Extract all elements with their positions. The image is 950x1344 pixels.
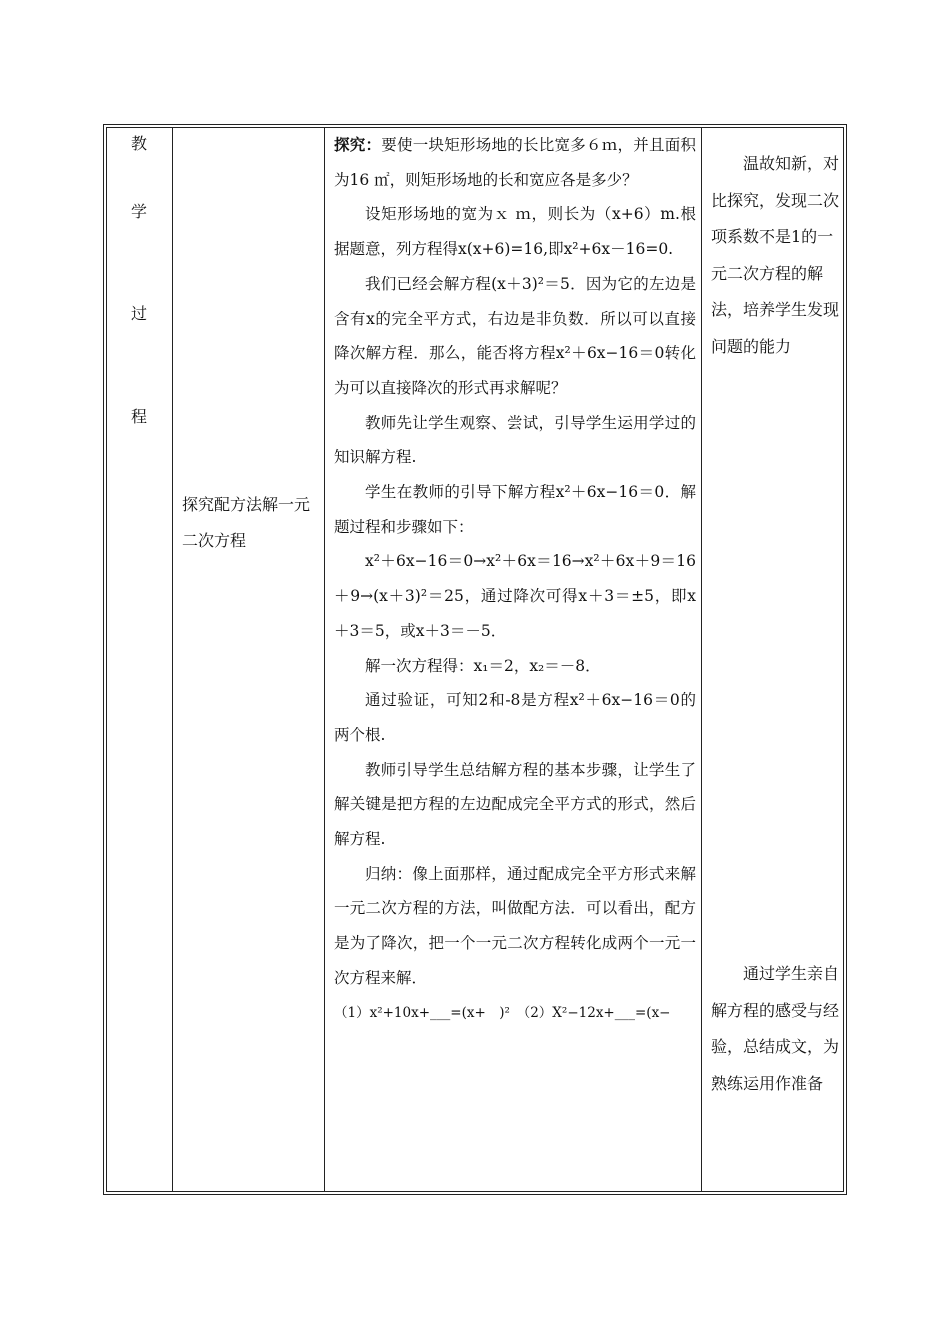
content-paragraph: x²＋6x−16＝0→x²＋6x＝16→x²＋6x＋9＝16＋9→(x＋3)²＝25，通过降次可得x＋3＝±5，即x＋3＝5，或x＋3＝－5． (334, 552, 696, 640)
design-note (711, 146, 841, 365)
content-paragraph: 设矩形场地的宽为ｘ ｍ，则长为（x+6）m.根据题意，列方程得x(x+6)=16,即x²+6x－16=0. (334, 205, 696, 259)
design-note (711, 956, 841, 1102)
row-label-char: 教 (130, 134, 147, 153)
row-label-char: 程 (130, 407, 147, 426)
column-divider (324, 127, 325, 1192)
note-text: 温故知新，对比探究，发现二次项系数不是1的一元二次方程的解法，培养学生发现问题的能力 (711, 154, 840, 356)
main-content (334, 128, 696, 1030)
content-paragraph: 归纳：像上面那样，通过配成完全平方形式来解一元二次方程的方法，叫做配方法．可以看出，配方是为了降次，把一个一元二次方程转化成两个一元一次方程来解． (334, 864, 696, 987)
content-paragraph: 解一次方程得：x₁＝2，x₂＝－8． (365, 656, 601, 675)
exercise-line: （1）x²+10x+___=(x+ )² （2）X²−12x+___=(x− (334, 1004, 671, 1021)
column-divider (172, 127, 173, 1192)
content-paragraph: 教师引导学生总结解方程的基本步骤，让学生了解关键是把方程的左边配成完全平方式的形式，然后解方程. (334, 760, 696, 849)
content-paragraph: 学生在教师的引导下解方程x²＋6x−16＝0．解题过程和步骤如下： (334, 483, 696, 536)
section-title: 探究配方法解一元二次方程 (182, 495, 311, 550)
explore-paragraph (334, 128, 696, 197)
content-paragraph: 我们已经会解方程(x＋3)²＝5．因为它的左边是含有x的完全平方式，右边是非负数．所以可以直接降次解方程．那么，能否将方程x²＋6x−16＝0转化为可以直接降次的形式再求解呢？ (334, 274, 696, 397)
explore-text: 要使一块矩形场地的长比宽多６ｍ，并且面积为16 ㎡，则矩形场地的长和宽应各是多少？ (334, 136, 696, 189)
content-paragraph: 教师先让学生观察、尝试，引导学生运用学过的知识解方程. (334, 413, 696, 467)
content-paragraph: 通过验证，可知2和-8是方程x²＋6x−16＝0的两个根. (334, 691, 696, 744)
column-divider (701, 127, 702, 1192)
row-label-char: 过 (130, 304, 147, 323)
note-text: 通过学生亲自解方程的感受与经验，总结成文，为熟练运用作准备 (711, 964, 840, 1093)
row-label-char: 学 (130, 202, 147, 221)
explore-label: 探究： (334, 135, 382, 154)
